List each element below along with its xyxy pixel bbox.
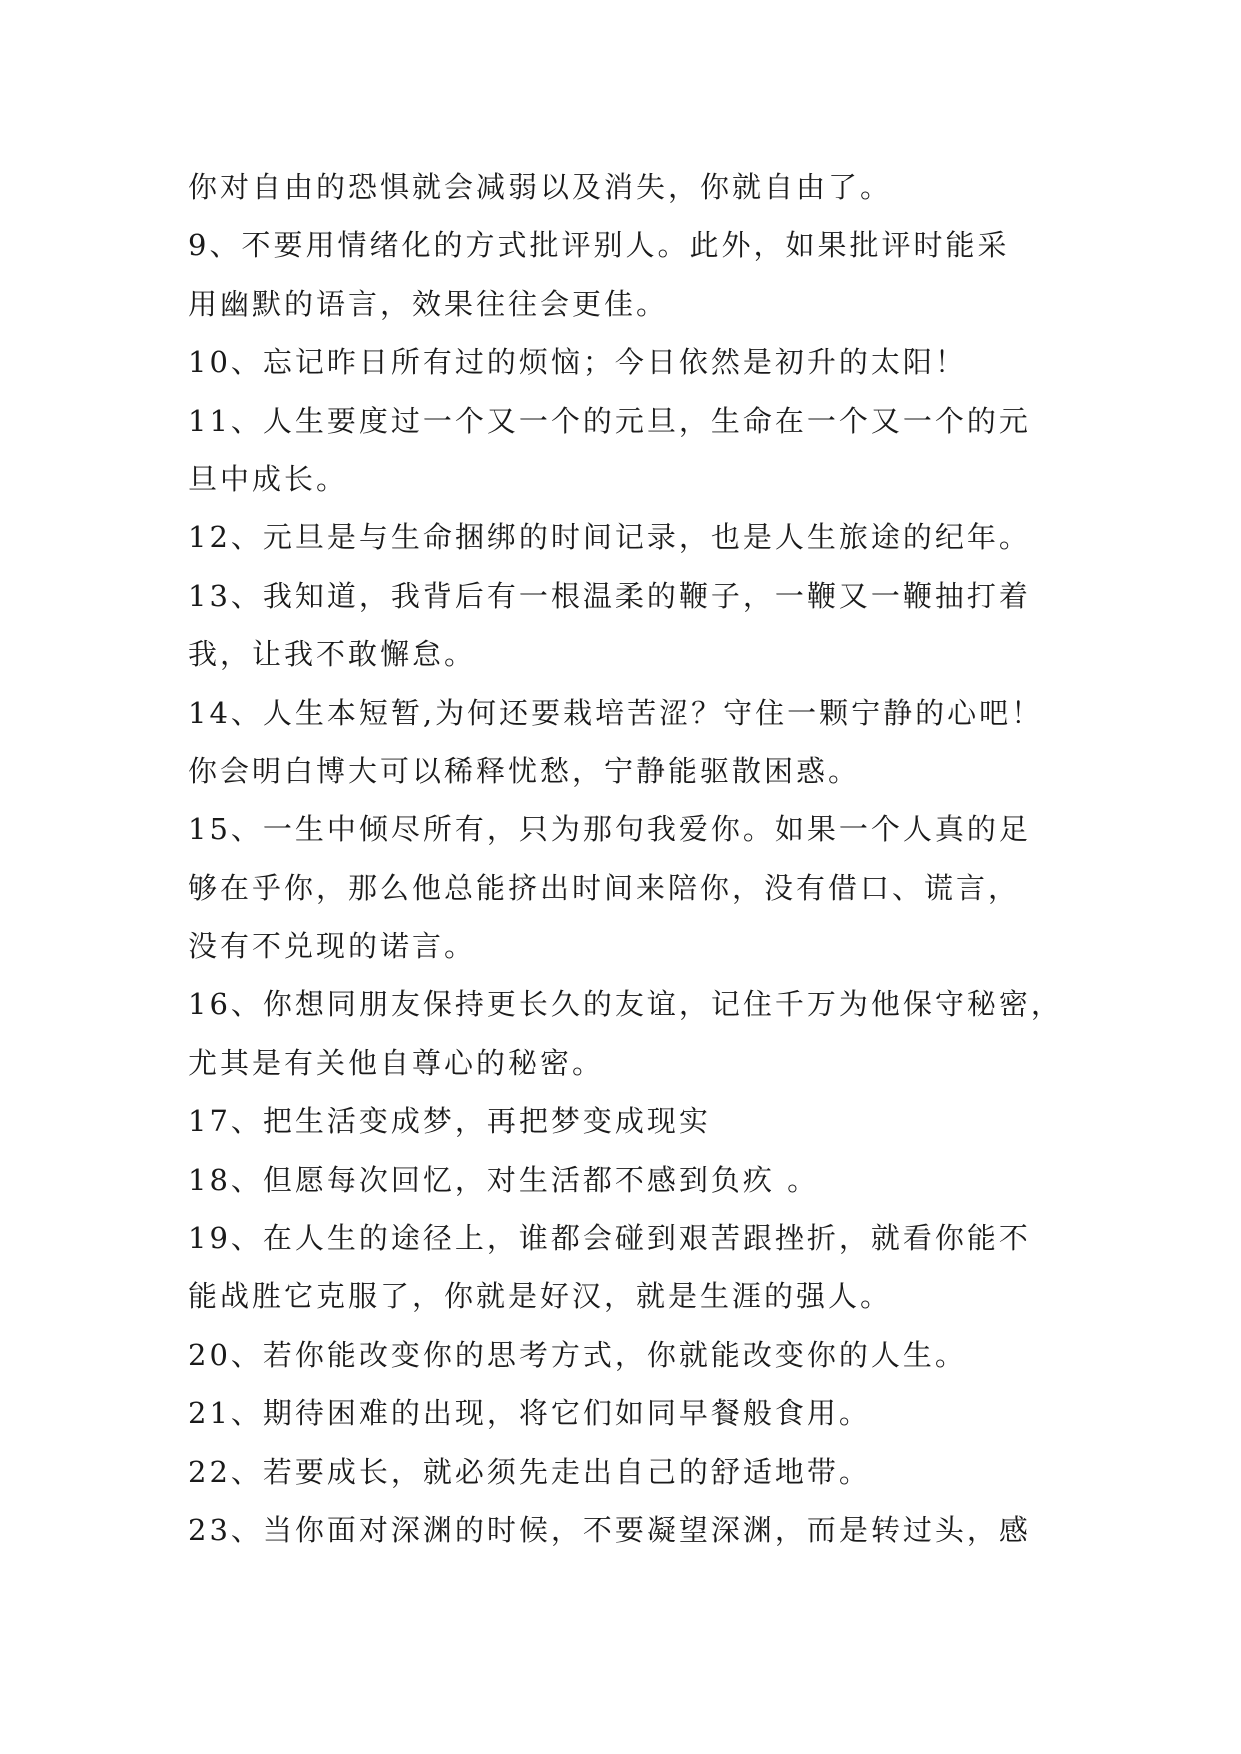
- text-line: 13、我知道，我背后有一根温柔的鞭子，一鞭又一鞭抽打着: [188, 578, 1031, 613]
- text-line: 18、但愿每次回忆，对生活都不感到负疚 。: [188, 1162, 820, 1197]
- text-line: 17、把生活变成梦，再把梦变成现实: [188, 1104, 711, 1139]
- document-body: [188, 158, 1088, 1559]
- text-line: 没有不兑现的诺言。: [188, 929, 477, 964]
- text-line: 能战胜它克服了，你就是好汉，就是生涯的强人。: [188, 1279, 893, 1314]
- text-line: 你对自由的恐惧就会减弱以及消失，你就自由了。: [188, 170, 893, 204]
- text-line: 11、人生要度过一个又一个的元旦，生命在一个又一个的元: [188, 403, 1031, 438]
- text-line: 22、若要成长，就必须先走出自己的舒适地带。: [188, 1454, 871, 1489]
- text-line: 9、不要用情绪化的方式批评别人。此外，如果批评时能采: [188, 228, 1010, 263]
- text-line: 19、在人生的途径上，谁都会碰到艰苦跟挫折，就看你能不: [188, 1221, 1031, 1256]
- text-line: 用幽默的语言，效果往往会更佳。: [188, 286, 669, 321]
- text-line: 你会明白博大可以稀释忧愁，宁静能驱散困惑。: [188, 753, 861, 788]
- text-line: 够在乎你，那么他总能挤出时间来陪你，没有借口、谎言，: [188, 870, 1021, 905]
- text-line: 23、当你面对深渊的时候，不要凝望深渊，而是转过头，感: [188, 1512, 1031, 1547]
- text-line: 16、你想同朋友保持更长久的友谊，记住千万为他保守秘密，: [188, 987, 1063, 1022]
- text-line: 10、忘记昨日所有过的烦恼；今日依然是初升的太阳！: [188, 345, 967, 380]
- text-line: 我，让我不敢懈怠。: [188, 637, 477, 672]
- text-line: 14、人生本短暂,为何还要栽培苦涩？守住一颗宁静的心吧！: [188, 695, 1044, 730]
- text-line: 旦中成长。: [188, 461, 349, 496]
- text-line: 尤其是有关他自尊心的秘密。: [188, 1045, 605, 1080]
- text-line: 15、一生中倾尽所有，只为那句我爱你。如果一个人真的足: [188, 812, 1031, 847]
- text-line: 20、若你能改变你的思考方式，你就能改变你的人生。: [188, 1337, 967, 1372]
- text-line: 21、期待困难的出现，将它们如同早餐般食用。: [188, 1396, 871, 1431]
- text-line: 12、元旦是与生命捆绑的时间记录，也是人生旅途的纪年。: [188, 520, 1031, 555]
